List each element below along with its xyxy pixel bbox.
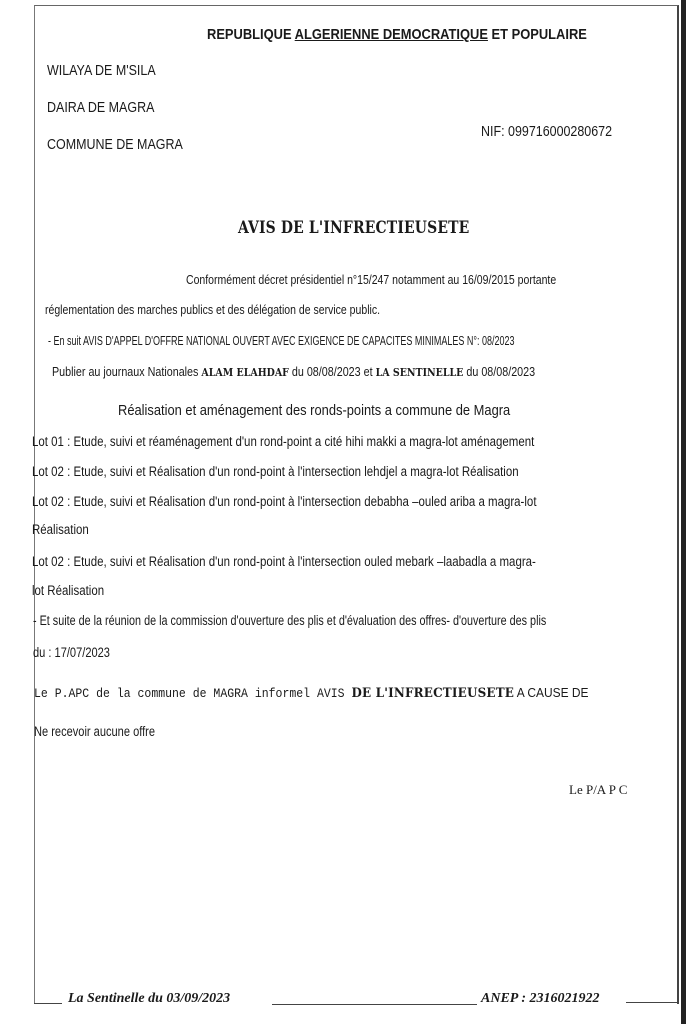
- publication-text-mid: du 08/08/2023 et: [288, 365, 376, 379]
- meeting-date: du : 17/07/2023: [33, 645, 110, 660]
- border-line: [626, 1002, 677, 1003]
- publication-text-end: du 08/08/2023: [463, 365, 536, 379]
- footer-anep: ANEP : 2316021922: [481, 991, 600, 1006]
- decree-line-2: réglementation des marches publics et des délégation de service public.: [45, 303, 381, 317]
- lot-item-continuation: Réalisation: [32, 522, 89, 537]
- newspaper-name-2: LA SENTINELLE: [375, 366, 464, 379]
- footer-publication: La Sentinelle du 03/09/2023: [68, 991, 231, 1006]
- notice-title: AVIS DE L'INFRECTIEUSETE: [238, 218, 470, 238]
- border-line: [272, 1004, 477, 1005]
- republic-text-end: ET POPULAIRE: [487, 26, 587, 43]
- informal-notice-text: Le P.APC de la commune de MAGRA informel AVIS: [34, 687, 352, 701]
- nif-number: NIF: 099716000280672: [481, 124, 613, 140]
- lot-item: Lot 02 : Etude, suivi et Réalisation d'un rond-point à l'intersection lehdjel a magra-lot Réalisation: [32, 464, 519, 479]
- publication-line: [52, 365, 535, 379]
- reason-line: Ne recevoir aucune offre: [34, 724, 156, 739]
- informal-notice-end: A CAUSE DE: [514, 685, 589, 700]
- project-title: Réalisation et aménagement des ronds-points a commune de Magra: [118, 402, 511, 419]
- republic-text: REPUBLIQUE: [207, 26, 295, 43]
- republic-underlined-text: ALGERIENNE DEMOCRATIQUE: [294, 26, 488, 43]
- republic-heading: [207, 26, 587, 43]
- wilaya-label: WILAYA DE M'SILA: [47, 63, 156, 79]
- informal-notice-line: [34, 684, 589, 702]
- publication-text: Publier au journaux Nationales: [52, 365, 202, 379]
- meeting-line-1: - Et suite de la réunion de la commission d'ouverture des plis et d'évaluation des offres- d'ouverture des plis: [33, 613, 547, 628]
- lot-item: Lot 02 : Etude, suivi et Réalisation d'un rond-point à l'intersection debabha –ouled ariba a magra-lot: [32, 494, 537, 509]
- lot-item: Lot 02 : Etude, suivi et Réalisation d'un rond-point à l'intersection ouled mebark –laabadla a magra-: [32, 554, 536, 569]
- lot-item-continuation: lot Réalisation: [32, 583, 105, 598]
- daira-label: DAIRA DE MAGRA: [47, 100, 155, 116]
- lot-item: Lot 01 : Etude, suivi et réaménagement d'un rond-point a cité hihi makki a magra-lot aménagement: [32, 434, 535, 449]
- signature: Le P/A P C: [569, 782, 628, 797]
- informal-notice-bold: DE L'INFRECTIEUSETE: [351, 686, 515, 701]
- commune-label: COMMUNE DE MAGRA: [47, 137, 183, 153]
- border-line: [34, 1003, 62, 1004]
- tender-line: - En suit AVIS D'APPEL D'OFFRE NATIONAL OUVERT AVEC EXIGENCE DE CAPACITES MINIMALES N°: 08/2023: [48, 334, 515, 348]
- decree-line-1: Conformément décret présidentiel n°15/247 notamment au 16/09/2015 portante: [186, 273, 557, 287]
- scan-edge: [681, 0, 686, 1024]
- newspaper-name-1: ALAM ELAHDAF: [201, 366, 289, 379]
